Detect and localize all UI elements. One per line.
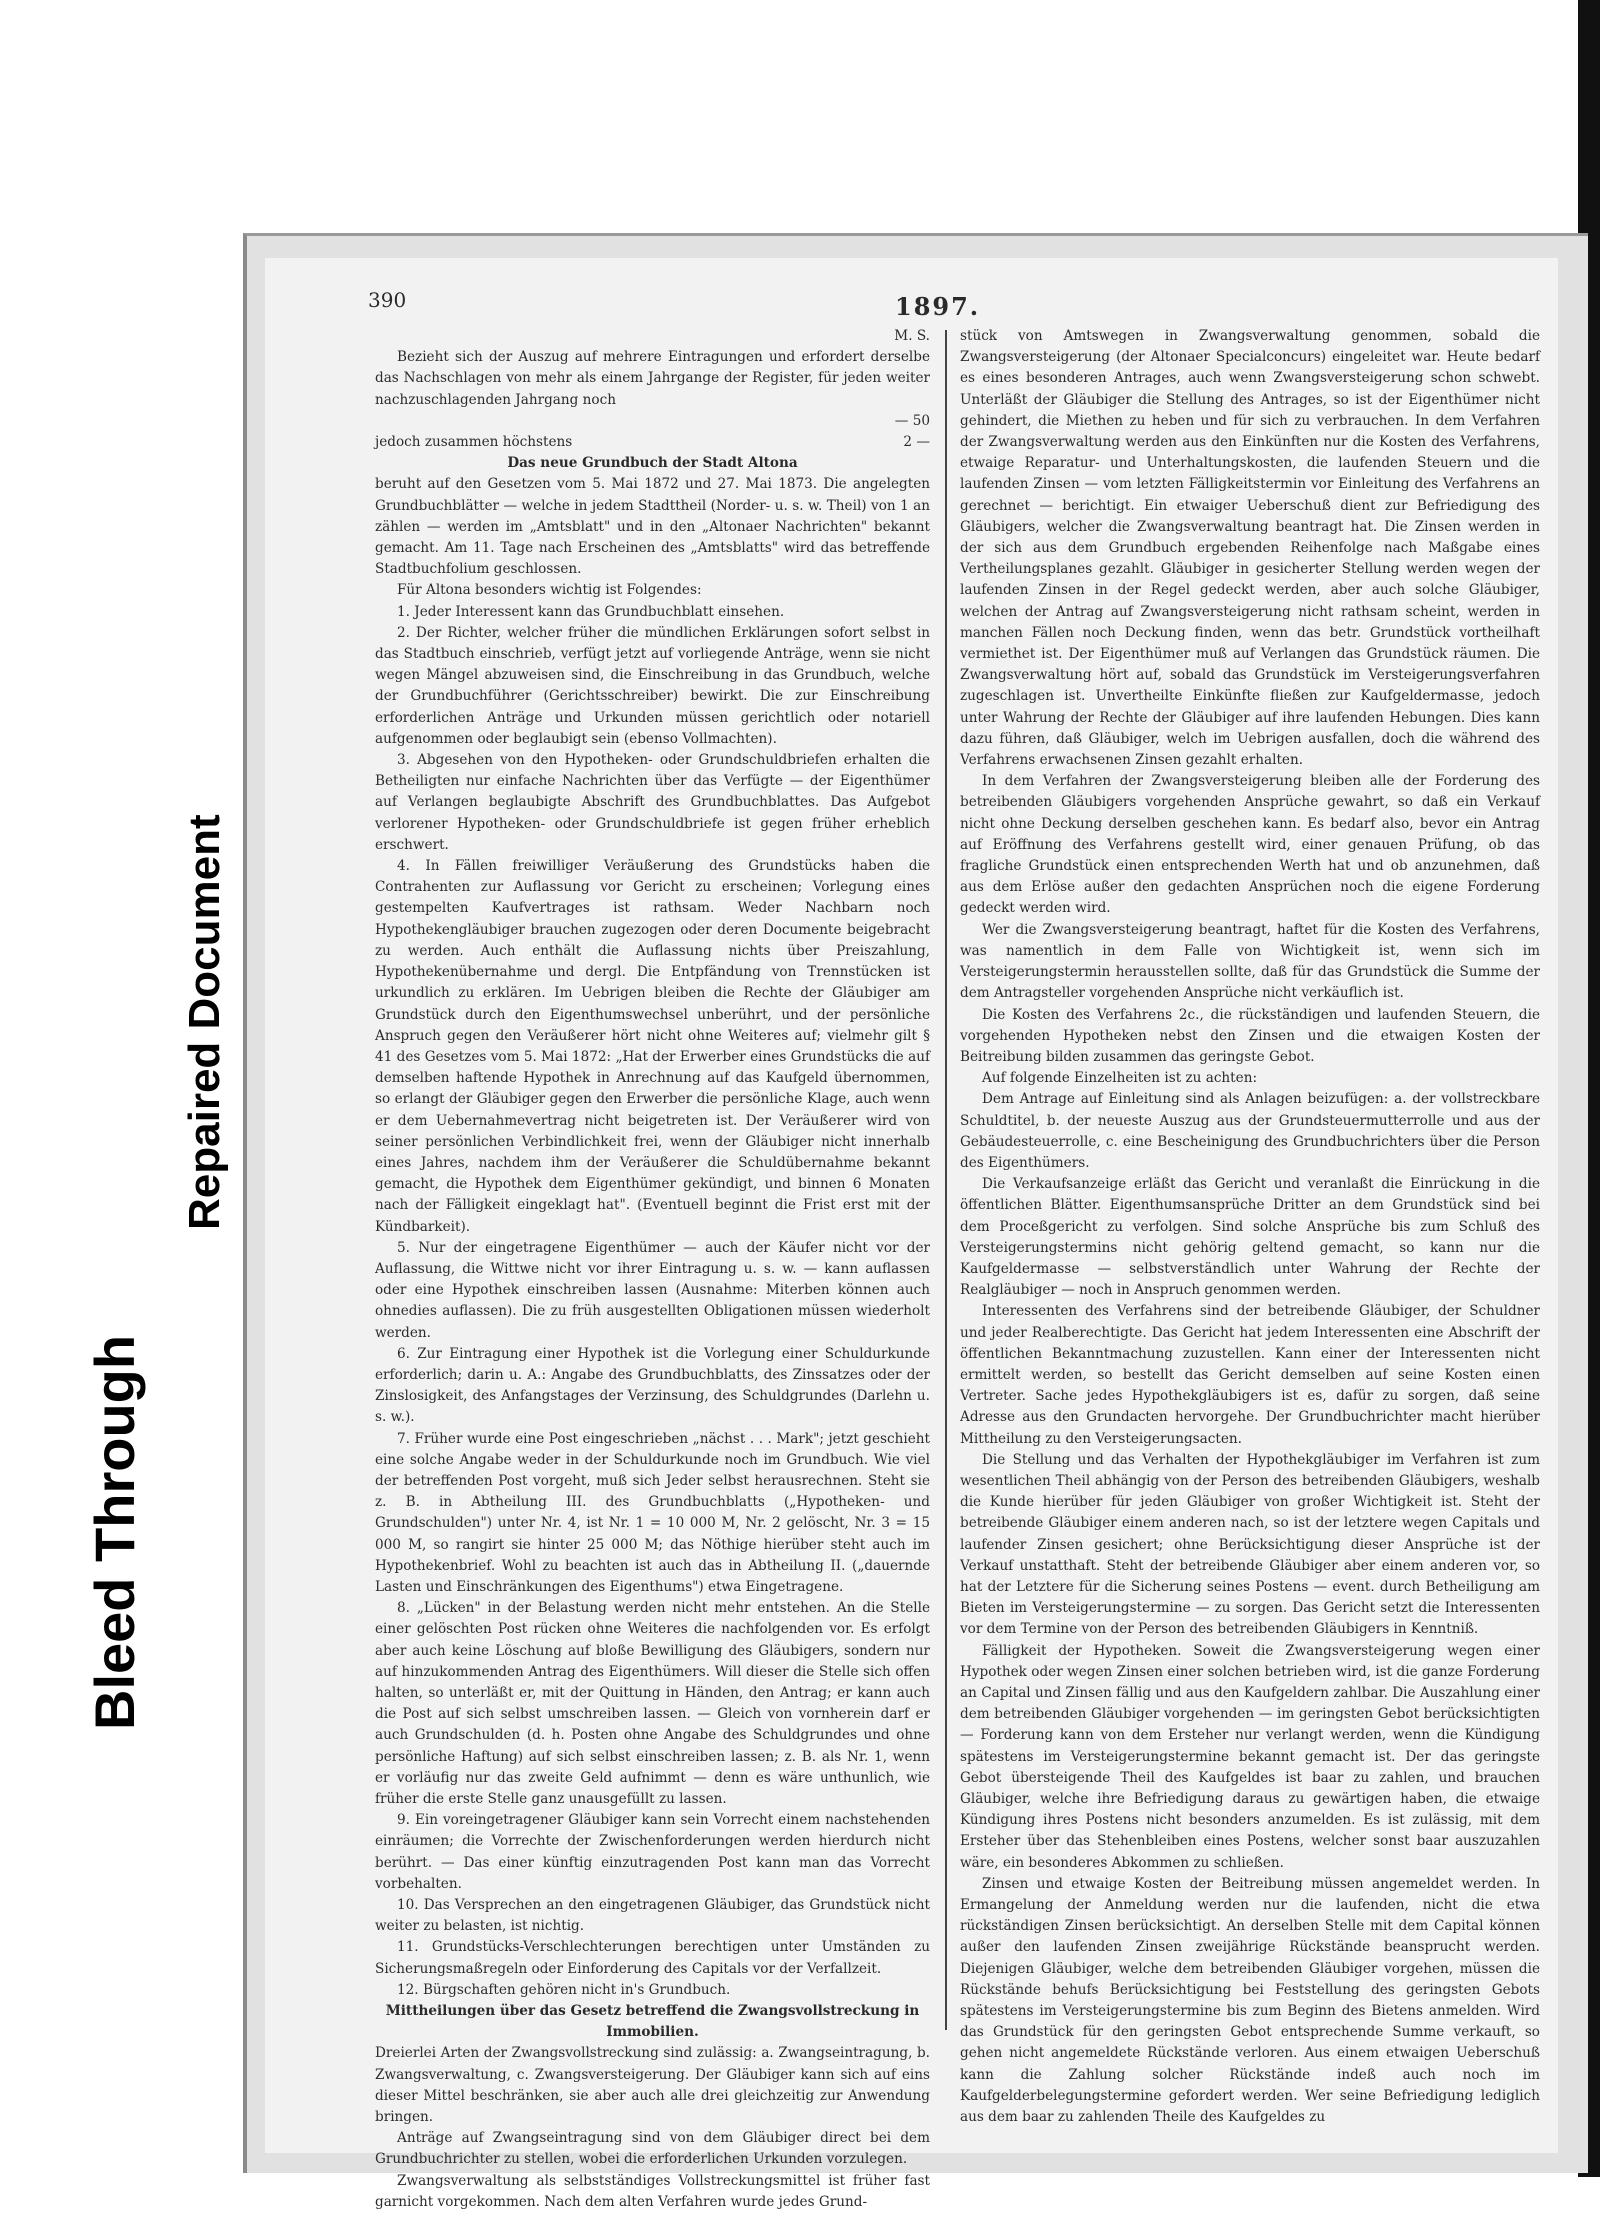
fee-line-2 — [375, 432, 930, 453]
paragraph: 2. Der Richter, welcher früher die mündlichen Erklärungen sofort selbst in das Stadtbuch einschrieb, verfügt jetzt auf vorliegende Anträge, wenn sie nicht wegen Mängel abzuweisen sind, die Einschreibung in das Grundbuch, welche der Grundbuchführer (Gerichtsschreiber) bewirkt. Die zur Einschreibung erforderlichen Anträge und Urkunden müssen gerichtlich oder notariell aufgenommen oder beglaubigt sein (ebenso Vollmachten). — [375, 624, 930, 747]
paragraph: 5. Nur der eingetragene Eigenthümer — auch der Käufer nicht vor der Auflassung, die Wittwe nicht vor ihrer Eintragung u. s. w. — kann auflassen oder eine Hypothek einschreiben lassen (Ausnahme: Miterben können auch ohnedies auflassen). Die zu früh ausgestellten Obligationen müssen wiederholt werden. — [375, 1239, 930, 1341]
paragraph: Auf folgende Einzelheiten ist zu achten: — [982, 1070, 1258, 1087]
right-column — [960, 326, 1540, 2128]
paragraph: 1. Jeder Interessent kann das Grundbuchblatt einsehen. — [397, 603, 785, 620]
paragraph: Interessenten des Verfahrens sind der betreibende Gläubiger, der Schuldner und jeder Realberechtigte. Das Gericht hat jedem Interessenten eine Abschrift der öffentlichen Bekanntmachung zuzustellen. Kann einer der Interessenten nicht ermittelt werden, so bestellt das Gericht demselben auf seine Kosten einen Vertreter. Sache jedes Hypothekgläubigers ist es, dafür zu sorgen, daß seine Adresse aus den Grundacten hervorgehe. Der Grundbuchrichter macht hierüber Mittheilung zu den Versteigerungsacten. — [960, 1303, 1540, 1447]
fee-2-amount: 2 — — [903, 434, 930, 451]
fee-line-1 — [375, 411, 930, 432]
paragraph: Anträge auf Zwangseintragung sind von dem Gläubiger direct bei dem Grundbuchrichter zu stellen, wobei die erforderlichen Urkunden vorzulegen. — [375, 2130, 930, 2168]
paragraph: Fälligkeit der Hypotheken. Soweit die Zwangsversteigerung wegen einer Hypothek oder wegen Zinsen einer solchen betrieben wird, ist die ganze Forderung an Capital und Zinsen fällig und aus den Kaufgeldern zahlbar. Die Auszahlung einer dem betreibenden Gläubiger vorgehenden — im geringsten Gebot berücksichtigten — Forderung kann von dem Ersteher nur verlangt werden, wenn die Kündigung spätestens im Versteigerungstermine bekannt gemacht ist. Der das geringste Gebot übersteigende Theil des Kaufgeldes ist baar zu zahlen, und brauchen Gläubiger, welche ihre Befriedigung daraus zu gewärtigen haben, die etwaige Kündigung ihres Postens nicht besonders anzumelden. Es ist zulässig, mit dem Ersteher über das Stehenbleiben eines Postens, welcher sonst baar auszuzahlen wäre, ein besonderes Abkommen zu schließen. — [960, 1642, 1540, 1871]
fee-2-label: jedoch zusammen höchstens — [375, 434, 573, 451]
column-divider — [945, 330, 947, 2030]
fee-1-amount: — 50 — [894, 412, 930, 429]
heading-zwangsvollstreckung: Mittheilungen über das Gesetz betreffend die Zwangsvollstreckung in Immobilien. — [385, 2003, 920, 2041]
paragraph: beruht auf den Gesetzen vom 5. Mai 1872 und 27. Mai 1873. Die angelegten Grundbuchblätter — welche in jedem Stadttheil (Norder- u. s. w. Theil) von 1 an zählen — werden im „Amtsblatt" und in den „Altonaer Nachrichten" bekannt gemacht. Am 11. Tage nach Erscheinen des „Amtsblatts" wird das betreffende Stadtbuchfolium geschlossen. — [375, 476, 930, 578]
page-number: 390 — [368, 288, 407, 312]
heading-grundbuch: Das neue Grundbuch der Stadt Altona — [507, 455, 798, 472]
paragraph: Die Stellung und das Verhalten der Hypothekgläubiger im Verfahren ist zum wesentlichen Theil abhängig von der Person des betreibenden Gläubigers, weshalb die Kunde hierüber für jeden Gläubiger von großer Wichtigkeit ist. Steht der betreibende Gläubiger einem anderen nach, so ist der letztere wegen Capitals und laufender Zinsen gesichert; ohne Berücksichtigung dieser Ansprüche ist der Verkauf unstatthaft. Steht der betreibende Gläubiger aber einem anderen vor, so hat der Letztere für die Sicherung seines Postens — event. durch Betheiligung am Bieten im Versteigerungstermine — zu sorgen. Das Gericht setzt die Interessenten vor dem Termine von der Person des betreibenden Gläubigers in Kenntniß. — [960, 1451, 1540, 1638]
paragraph: 9. Ein voreingetragener Gläubiger kann sein Vorrecht einem nachstehenden einräumen; die Vorrechte der Zwischenforderungen werden hierdurch nicht berührt. — Das einer künftig einzutragenden Post kann man das Vorrecht vorbehalten. — [375, 1812, 930, 1892]
paragraph: 7. Früher wurde eine Post eingeschrieben „nächst . . . Mark"; jetzt geschieht eine solche Angabe weder in der Schuldurkunde noch im Grundbuch. Wie viel der betreffenden Post vorgeht, muß sich Jeder selbst herausrechnen. Steht sie z. B. in Abtheilung III. des Grundbuchblatts („Hypotheken- und Grundschulden") unter Nr. 4, ist Nr. 1 = 10 000 M, Nr. 2 gelöscht, Nr. 3 = 15 000 M, so rangirt sie hinter 25 000 M; das Nöthige hierüber steht auch im Hypothekenbrief. Wohl zu beachten ist auch das in Abtheilung II. („dauernde Lasten und Einschränkungen des Eigenthums") etwa Eingetragene. — [375, 1430, 930, 1595]
paragraph: Die Verkaufsanzeige erläßt das Gericht und veranlaßt die Einrückung in die öffentlichen Blätter. Eigenthumsansprüche Dritter an dem Grundstück sind bei dem Proceßgericht zu verfolgen. Sind solche Ansprüche bis zum Schluß des Versteigerungstermins nicht gehörig geltend gemacht, so kann nur die Kaufgeldermasse — selbstverständlich unter Wahrung der Rechte der Realgläubiger — noch in Anspruch genommen werden. — [960, 1176, 1540, 1299]
paragraph: 3. Abgesehen von den Hypotheken- oder Grundschuldbriefen erhalten die Betheiligten nur einfache Nachrichten über das Verfügte — der Eigenthümer auf Verlangen beglaubigte Abschrift des Grundbuchblattes. Das Aufgebot verlorener Hypotheken- oder Grundschuldbriefe ist gegen früher erheblich erschwert. — [375, 752, 930, 853]
paragraph: Zinsen und etwaige Kosten der Beitreibung müssen angemeldet werden. In Ermangelung der Anmeldung werden nur die laufenden, nicht die etwa rückständigen Zinsen berücksichtigt. An derselben Stelle mit dem Capital können außer den laufenden Zinsen zweijährige Rückstände beansprucht werden. Diejenigen Gläubiger, welche dem betreibenden Gläubiger vorgehen, müssen die Rückstände behufs Berücksichtigung bei Feststellung des geringsten Gebots spätestens im Versteigerungstermine bis zum Beginn des Bietens anmelden. Wird das Grundstück für den geringsten Gebot entsprechende Summe verkauft, so gehen nicht angemeldete Rückstände verloren. Aus einem etwaigen Ueberschuß kann die Zahlung solcher Rückstände indeß auch noch im Kaufgelderbelegungstermine gefordert werden. Wer seine Befriedigung lediglich aus dem baar zu zahlenden Theile des Kaufgeldes zu — [960, 1875, 1540, 2126]
label-repaired-document: Repaired Document — [180, 814, 229, 1230]
paragraph: 8. „Lücken" in der Belastung werden nicht mehr entstehen. An die Stelle einer gelöschten Post rücken ohne Weiteres die nachfolgenden vor. Es erfolgt aber auch keine Löschung auf bloße Bewilligung des Gläubigers, sondern nur auf hinzukommenden Antrag des Eigenthümers. Will dieser die Stelle sich offen halten, so unterläßt er, mit der Quittung in Händen, den Antrag; er kann auch die Post auf sich selbst umschreiben lassen. — Gleich von vornherein darf er auch Grundschulden (d. h. Posten ohne Angabe des Schuldgrundes und ohne persönliche Haftung) auf sich selbst einschreiben lassen; z. B. als Nr. 1, wenn er vorläufig nur das zweite Geld aufnimmt — denn es wäre unthunlich, wie früher die erste Stelle ganz unausgefüllt zu lassen. — [375, 1600, 930, 1808]
fee-header: M. S. — [894, 328, 930, 344]
paragraph: Wer die Zwangsversteigerung beantragt, haftet für die Kosten des Verfahrens, was namentlich in dem Falle von Wichtigkeit ist, wenn sich im Versteigerungstermin herausstellen sollte, daß für das Grundstück die Summe der dem Antragsteller vorgehenden Ansprüche nicht verkäuflich ist. — [960, 921, 1540, 1002]
paragraph: 12. Bürgschaften gehören nicht in's Grundbuch. — [397, 1981, 731, 1998]
paragraph: 11. Grundstücks-Verschlechterungen berechtigen unter Umständen zu Sicherungsmaßregeln oder Einforderung des Capitals vor der Verfallzeit. — [375, 1939, 930, 1977]
paragraph: Für Altona besonders wichtig ist Folgendes: — [397, 582, 702, 599]
condition-labels — [60, 690, 260, 1740]
paragraph: 10. Das Versprechen an den eingetragenen Gläubiger, das Grundstück nicht weiter zu belasten, ist nichtig. — [375, 1897, 930, 1935]
paragraph: Zwangsverwaltung als selbstständiges Vollstreckungsmittel ist früher fast garnicht vorgekommen. Nach dem alten Verfahren wurde jedes Grund- — [375, 2172, 930, 2210]
paragraph: Dem Antrage auf Einleitung sind als Anlagen beizufügen: a. der vollstreckbare Schuldtitel, b. der neueste Auszug aus der Grundsteuermutterrolle und aus der Gebäudesteuerrolle, c. eine Bescheinigung des Grundbuchrichters über die Person des Eigenthümers. — [960, 1091, 1540, 1171]
paragraph: 4. In Fällen freiwilliger Veräußerung des Grundstücks haben die Contrahenten zur Auflassung vor Gericht zu erscheinen; Vorlegung eines gestempelten Kaufvertrages ist rathsam. Weder Nachbarn noch Hypothekengläubiger brauchen zugezogen oder deren Documente beigebracht zu werden. Auch enthält die Auflassung nichts über Preiszahlung, Hypothekenübernahme und dergl. Die Entpfändung von Trennstücken ist urkundlich zu erklären. Im Uebrigen bleiben die Rechte der Gläubiger am Grundstück durch den Eigenthumswechsel unberührt, und der persönliche Anspruch gegen den Veräußerer hört nicht ohne Weiteres auf; vielmehr gilt § 41 des Gesetzes vom 5. Mai 1872: „Hat der Erwerber eines Grundstücks die auf demselben haftende Hypothek in Anrechnung auf das Kaufgeld übernommen, so erlangt der Gläubiger gegen den Erwerber die persönliche Klage, auch wenn er dem Uebernahmevertrag nicht beigetreten ist. Der Veräußerer wird von seiner persönlichen Verbindlichkeit frei, wenn der Gläubiger nicht innerhalb eines Jahres, nachdem ihm der Veräußerer die Schuldübernahme bekannt gemacht, die Hypothek dem Eigenthümer gekündigt, und binnen 6 Monaten nach der Fälligkeit eingeklagt hat". (Eventuell beginnt die Frist erst mit der Kündbarkeit). — [375, 858, 930, 1235]
paragraph: Dreierlei Arten der Zwangsvollstreckung sind zulässig: a. Zwangseintragung, b. Zwangsverwaltung, c. Zwangsversteigerung. Der Gläubiger kann sich auf eins dieser Mittel beschränken, sie aber auch alle drei gleichzeitig zur Anwendung bringen. — [375, 2045, 930, 2126]
fee-intro: Bezieht sich der Auszug auf mehrere Eintragungen und erfordert derselbe das Nachschlagen von mehr als einem Jahrgange der Register, für jeden weiter nachzuschlagenden Jahrgang noch — [375, 349, 930, 408]
left-column — [375, 326, 930, 2213]
paragraph: In dem Verfahren der Zwangsversteigerung bleiben alle der Forderung des betreibenden Gläubigers vorgehenden Ansprüche gewahrt, so daß ein Verkauf nicht ohne Deckung derselben geschehen kann. Es bedarf also, bevor ein Antrag auf Eröffnung des Verfahrens gestellt wird, einer genauen Prüfung, ob das fragliche Grundstück einen entsprechenden Werth hat und ob anzunehmen, daß aus dem Erlöse außer den gedachten Ansprüchen noch die eigene Forderung gedeckt werden wird. — [960, 773, 1540, 917]
paragraph: stück von Amtswegen in Zwangsverwaltung genommen, sobald die Zwangsversteigerung (der Altonaer Specialconcurs) eingeleitet war. Heute bedarf es eines besonderen Antrages, auch wenn Zwangsversteigerung schon schwebt. Unterläßt der Gläubiger die Stellung des Antrages, so ist der Eigenthümer nicht gehindert, die Miethen zu heben und für sich zu verbrauchen. In dem Verfahren der Zwangsverwaltung werden aus den Einkünften nur die Kosten des Verfahrens, etwaige Reparatur- und Unterhaltungskosten, die laufenden Steuern und die laufenden Zinsen — vom letzten Fälligkeitstermin vor Einleitung des Verfahrens an gerechnet — berichtigt. Ein etwaiger Ueberschuß dient zur Befriedigung des Gläubigers, welcher die Zwangsverwaltung beantragt hat. Die Zinsen werden in der sich aus dem Grundbuch ergebenden Reihenfolge nach Maßgabe eines Vertheilungsplanes gezahlt. Gläubiger in gesicherter Stellung werden wegen der laufenden Zinsen in der Regel gedeckt werden, aber auch solche Gläubiger, welchen der Antrag auf Zwangsversteigerung nicht rathsam scheint, werden in manchen Fällen noch Deckung finden, wenn das betr. Grundstück vortheilhaft vermiethet ist. Der Eigenthümer muß auf Verlangen das Grundstück räumen. Die Zwangsverwaltung hört auf, sobald das Grundstück im Versteigerungsverfahren zugeschlagen ist. Unvertheilte Einkünfte fließen zur Kaufgeldermasse, jedoch unter Wahrung der Rechte der Gläubiger auf ihre laufenden Hebungen. Dies kann dazu führen, daß Gläubiger, welch im Uebrigen ausfallen, doch die während des Verfahrens erwachsenen Zinsen gezahlt erhalten. — [960, 328, 1540, 769]
label-bleed-through: Bleed Through — [83, 1334, 146, 1730]
page-year-header: 1897. — [895, 292, 981, 321]
paragraph: Die Kosten des Verfahrens 2c., die rückständigen und laufenden Steuern, die vorgehenden Hypotheken nebst den Zinsen und die etwaigen Kosten der Beitreibung bilden zusammen das geringste Gebot. — [960, 1006, 1540, 1065]
paragraph: 6. Zur Eintragung einer Hypothek ist die Vorlegung einer Schuldurkunde erforderlich; darin u. A.: Angabe des Grundbuchblatts, des Zinssatzes oder der Zinslosigkeit, des Anfangstages der Verzinsung, des Schuldgrundes (Darlehn u. s. w.). — [375, 1345, 930, 1426]
